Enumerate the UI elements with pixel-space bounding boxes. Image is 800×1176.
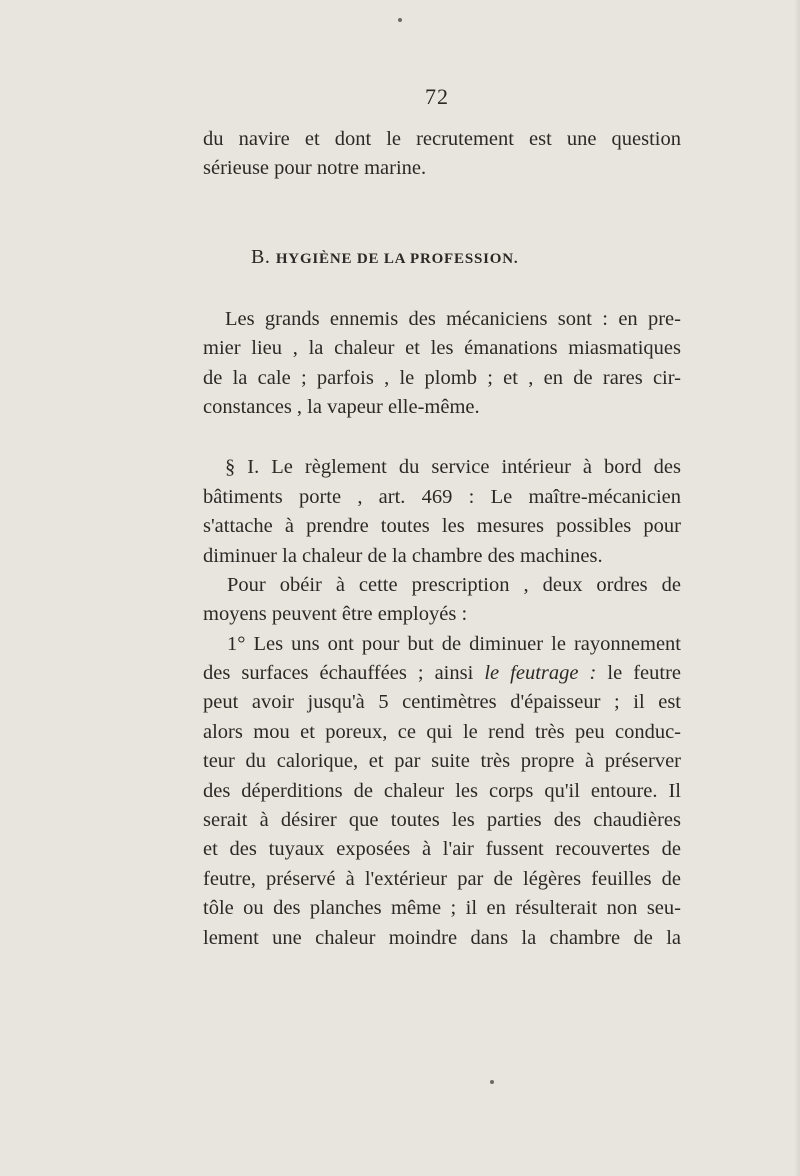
text-line: serait à désirer que toutes les parties des chaudières xyxy=(203,809,681,832)
text-line: du navire et dont le recrutement est une question xyxy=(203,128,681,150)
text-line: Les grands ennemis des mécaniciens sont : en pre- xyxy=(225,307,681,330)
text-segment: des surfaces échauffées ; ainsi xyxy=(203,662,485,685)
text-line: et des tuyaux exposées à l'air fussent recouvertes de xyxy=(203,838,681,861)
section-title: HYGIÈNE DE LA PROFESSION. xyxy=(275,250,519,267)
text-line: des déperditions de chaleur les corps qu'il entoure. Il xyxy=(203,779,681,802)
text-line: moyens peuvent être employés : xyxy=(203,603,468,626)
section-heading xyxy=(203,242,681,272)
section-letter: B. xyxy=(251,245,271,268)
text-line: alors mou et poreux, ce qui le rend très peu conduc- xyxy=(203,720,681,743)
text-line: constances , la vapeur elle-même. xyxy=(203,395,480,418)
text-line: sérieuse pour notre marine. xyxy=(203,157,427,180)
text-line: § I. Le règlement du service intérieur à bord des xyxy=(225,456,681,479)
speck-mark xyxy=(398,18,402,22)
text-line xyxy=(203,659,681,688)
text-line: Pour obéir à cette prescription , deux ordres de xyxy=(227,573,681,596)
text-line: teur du calorique, et par suite très propre à préserver xyxy=(203,750,681,773)
text-line: 1° Les uns ont pour but de diminuer le rayonnement xyxy=(227,632,681,655)
text-line: de la cale ; parfois , le plomb ; et , en de rares cir- xyxy=(203,366,681,389)
text-line: peut avoir jusqu'à 5 centimètres d'épaisseur ; il est xyxy=(203,691,681,714)
text-line: bâtiments porte , art. 469 : Le maître-mécanicien xyxy=(203,485,681,508)
text-line: tôle ou des planches même ; il en résulterait non seu- xyxy=(203,897,681,920)
text-line: lement une chaleur moindre dans la chambre de la xyxy=(203,926,681,949)
page-number: 72 xyxy=(425,84,449,109)
text-line: diminuer la chaleur de la chambre des machines. xyxy=(203,544,603,567)
text-line: feutre, préservé à l'extérieur par de légères feuilles de xyxy=(203,867,681,890)
italic-term: le feutrage : xyxy=(484,662,597,685)
text-segment: le feutre xyxy=(596,662,682,685)
text-line: s'attache à prendre toutes les mesures possibles pour xyxy=(203,515,681,538)
body-text xyxy=(203,125,681,953)
speck-mark xyxy=(490,1080,494,1084)
page-edge-shadow xyxy=(794,0,800,1176)
text-line: mier lieu , la chaleur et les émanations miasmatiques xyxy=(203,337,681,360)
